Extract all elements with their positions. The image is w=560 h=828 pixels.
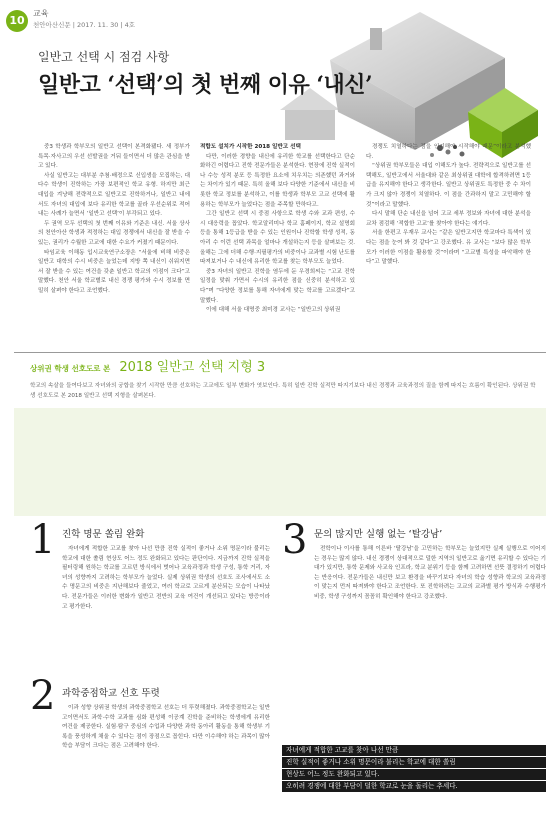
background-band — [14, 408, 546, 516]
section-title: 과학중점학교 선호 뚜렷 — [62, 688, 160, 699]
article-column-2 — [200, 143, 355, 353]
subheading: 적합도 설치가 시작한 2018 일반고 선택 — [200, 144, 301, 150]
article-kicker: 일반고 선택 시 점검 사항 — [38, 50, 170, 64]
section-title: 진학 명문 쏠림 완화 — [62, 529, 145, 540]
section-number: 1 — [30, 517, 56, 563]
paragraph: 사실 일반고는 대부분 추첨·배정으로 신입생을 모집하는, 대다수 학생이 진학하는 가장 보편적인 학교 유형. 하지만 최근 대입을 겨냥해 전략적으로 일반고로 진학하거나, 일반고 내에서도 자녀의 대입에 보다 유리한 학교를 골라 우선순위로 적어 내는 사례가 늘면서 ‘일반고 선택’이 부각되고 있다. — [38, 172, 190, 218]
paragraph: 전학이나 이사를 통해 이른바 ‘탈강남’을 고민하는 학부모는 늘었지만 실제 실행으로 이어지는 경우는 많지 않다. 내신 경쟁이 상대적으로 덜한 지역의 일반고로 옮기면 유리할 수 있다는 기대가 있지만, 통학 문제와 사교육 인프라, 학교 분위기 등을 함께 고려하면 선뜻 결정하기 어렵다는 반응이다. 전문가들은 내신만 보고 환경을 바꾸기보다 자녀의 학습 성향과 학교의 교육과정이 맞는지 먼저 따져봐야 한다고 조언한다. 또 진학하려는 고교의 교과별 평가 방식과 수행평가 비중, 학생 구성까지 꼼꼼히 확인해야 한다고 강조했다. — [314, 546, 546, 600]
section-body — [62, 545, 270, 661]
paragraph: 다시 말해 단순 내신을 넘어 고교 세부 정보와 자녀에 대한 분석을 교차 점검해 ‘적합한 고교’를 찾아야 한다는 얘기다. — [366, 211, 531, 227]
paragraph: 경쟁도 치열하다는 점을 인지해야 시작해야 때문”이라고 분석했다. — [366, 144, 531, 160]
page-number-badge: 10 — [6, 10, 28, 32]
divider — [14, 352, 546, 353]
paragraph: 서울 한편고 우재우 교사는 “같은 일반고지만 학교마다 특색이 있다는 점을 눈여 봐 것 같다”고 강조했다. 유 교사는 “보다 많은 학부모가 이러한 이점을 활용할 것”이라며 “고교별 특성을 파악해야 한다”고 말했다. — [366, 230, 531, 266]
section-body — [314, 545, 546, 740]
paragraph: 두 권역 모두 선택의 첫 번째 이유와 기준은 내신. 서울 상사의 천안아산 학생과 적정하는 대입 경쟁에서 내신을 잘 받을 수 있는, 권리가 수월한 고교에 대한 수요가 커졌기 때문이다. — [38, 220, 190, 246]
paragraph: “상위권 학부모들은 대입 이해도가 높다. 전략적으로 일반고를 선택해도, 일반고에서 서울대와 같은 최상위권 대학에 합격하려면 1등급을 유지해야 한다고 생각한다. 일반고 상위권도 특정한 중 수 차이가 크지 않아 경쟁이 치열하다. 이 점을 간과하지 말고 고민해야 할 것”이라고 말했다. — [366, 163, 531, 208]
article-headline: 일반고 ‘선택’의 첫 번째 이유 ‘내신’ — [38, 72, 373, 98]
paragraph: 중3 자녀의 일반고 진학을 염두에 둔 우경희씨는 “고교 진학 일정을 맞춰 가면서 수시의 유리한 점을 신중히 분석하고 있다”며 “다양한 정보를 통해 자녀에게 맞는 학교를 고르겠다”고 말했다. — [200, 268, 355, 304]
pull-quote-line: 진학 실적이 좋거나 소위 명문이라 불리는 학교에 대한 쏠림 — [282, 757, 546, 768]
special-intro: 학교의 속살을 들여다보고 자녀와의 궁합을 찾기 시작한 만큼 선호하는 고교에도 일부 변화가 엿보인다. 특히 일반 진학 실적만 따지기보다 내신 경쟁과 교육과정의 질을 함께 따지는 흐름이 확인된다. 상위권 학생 선호도로 본 2018 일반고 선택 지형을 살펴본다. — [30, 383, 536, 399]
article-column-1 — [38, 143, 190, 353]
paragraph: 그간 일반고 선택 시 중점 사항으로 학생 수와 교과 편성, 수시 대응력을 꼽았다. 학교알리미나 학교 홈페이지, 학교 설명회 등을 통해 1등급을 받을 수 있는 인원이나 진학할 학생 성적, 동아리 수 이런 선택 과목을 얼마나 개설하는지 등을 살펴보는 것. 올해는 그에 더해 수행·지필평가의 비중이나 교과별 시험 난도를 따져보거나 수 내신에 유리한 학교를 찾는 학부모도 늘었다. — [200, 211, 355, 266]
paragraph: 이과 성향 상위권 학생의 과학중점학교 선호는 더 뚜렷해졌다. 과학중점학교는 일반고이면서도 과학·수학 교과를 심화 편성해 이공계 진학을 준비하는 학생에게 유리한 여건을 제공한다. 실험·탐구 중심의 수업과 다양한 과학 동아리 활동을 통해 학생부 기록을 풍성하게 채울 수 있다는 점이 장점으로 꼽힌다. 다만 이수해야 하는 과목이 많아 학습 부담이 크다는 점은 고려해야 한다. — [62, 705, 270, 750]
article-column-3 — [366, 143, 531, 353]
section-number: 3 — [282, 517, 308, 563]
special-title-big: 2018 일반고 선택 지형 3 — [119, 360, 266, 375]
section-title: 문의 많지만 실행 없는 ‘탈강남’ — [314, 529, 443, 540]
issue-info: 천안아산신문 | 2017. 11. 30 | 4호 — [33, 21, 136, 29]
paragraph: 중3 학생과 학부모의 일반고 선택이 본격화됐다. 새 정부가 특목·자사고의 우선 선발권을 거둬 들이면서 더 많은 관심을 받고 있다. — [38, 144, 190, 170]
paragraph: 다만, 이러한 경향을 내신에 유리한 학교를 선택한다고 단순화하긴 어렵다고 진학 전문가들은 분석한다. 현장에 진학 실적이나 수능 성적 분포 등 특정한 요소에 치우치는 의존했던 과거와는 차이가 있기 때문. 특히 올해 보다 다양한 기준에서 내신을 비롯한 학교 정보를 분석하고, 이를 학생과 학부모 고교 선택에 활용하는 학부모가 늘었다는 점을 주목할 만하다고. — [200, 153, 355, 208]
paragraph: 이에 대해 서울 대명중 최미경 교사는 “일반고의 상위권 — [206, 307, 341, 314]
section-body — [62, 704, 270, 820]
paragraph: 타임교육 이해동 입시교육연구소장은 “서울에 비해 비중은 일반고 대학의 수시 비중은 늘었는데 지방 쪽 내신이 쉬워지면서 잘 받을 수 있는 여건을 갖춘 일반고 학교의 이점이 크다”고 말했다. 천안 서울 학교별로 내신 경쟁 평가와 수시 정보를 면밀히 살펴야 한다고 조언했다. — [38, 249, 190, 294]
pull-quote-line: 현상도 어느 정도 완화되고 있다. — [282, 769, 546, 780]
pull-quote-line: 자녀에게 적합한 고교를 찾아 나선 만큼 — [282, 745, 546, 756]
special-title-small: 상위권 학생 선호도로 본 — [30, 364, 111, 373]
section-label: 교육 — [33, 9, 49, 18]
pull-quote-line: 오히려 경쟁에 대한 부담이 덜한 학교로 눈을 돌리는 추세다. — [282, 781, 546, 792]
paragraph: 자녀에게 적합한 고교를 찾아 나선 만큼 진학 실적이 좋거나 소위 명문이라 불리는 학교에 대한 쏠림 현상도 어느 정도 완화되고 있다는 판단이다. 지금까지 진학 실적을 필터링해 원하는 학교를 고르던 방식에서 벗어나 교육과정과 학생 구성, 통학 거리, 자녀의 성향까지 고려하는 학부모가 늘었다. 실제 상위권 학생의 선호도 조사에서도 소수 명문고의 비중은 지난해보다 줄었고, 여러 학교로 고르게 분산되는 모습이 나타났다. 전문가들은 이러한 변화가 일반고 전반의 교육 여건이 개선되고 있다는 방증이라고 평가한다. — [62, 546, 270, 610]
special-title — [30, 356, 265, 375]
section-number: 2 — [30, 673, 56, 719]
pull-quote — [282, 745, 546, 793]
